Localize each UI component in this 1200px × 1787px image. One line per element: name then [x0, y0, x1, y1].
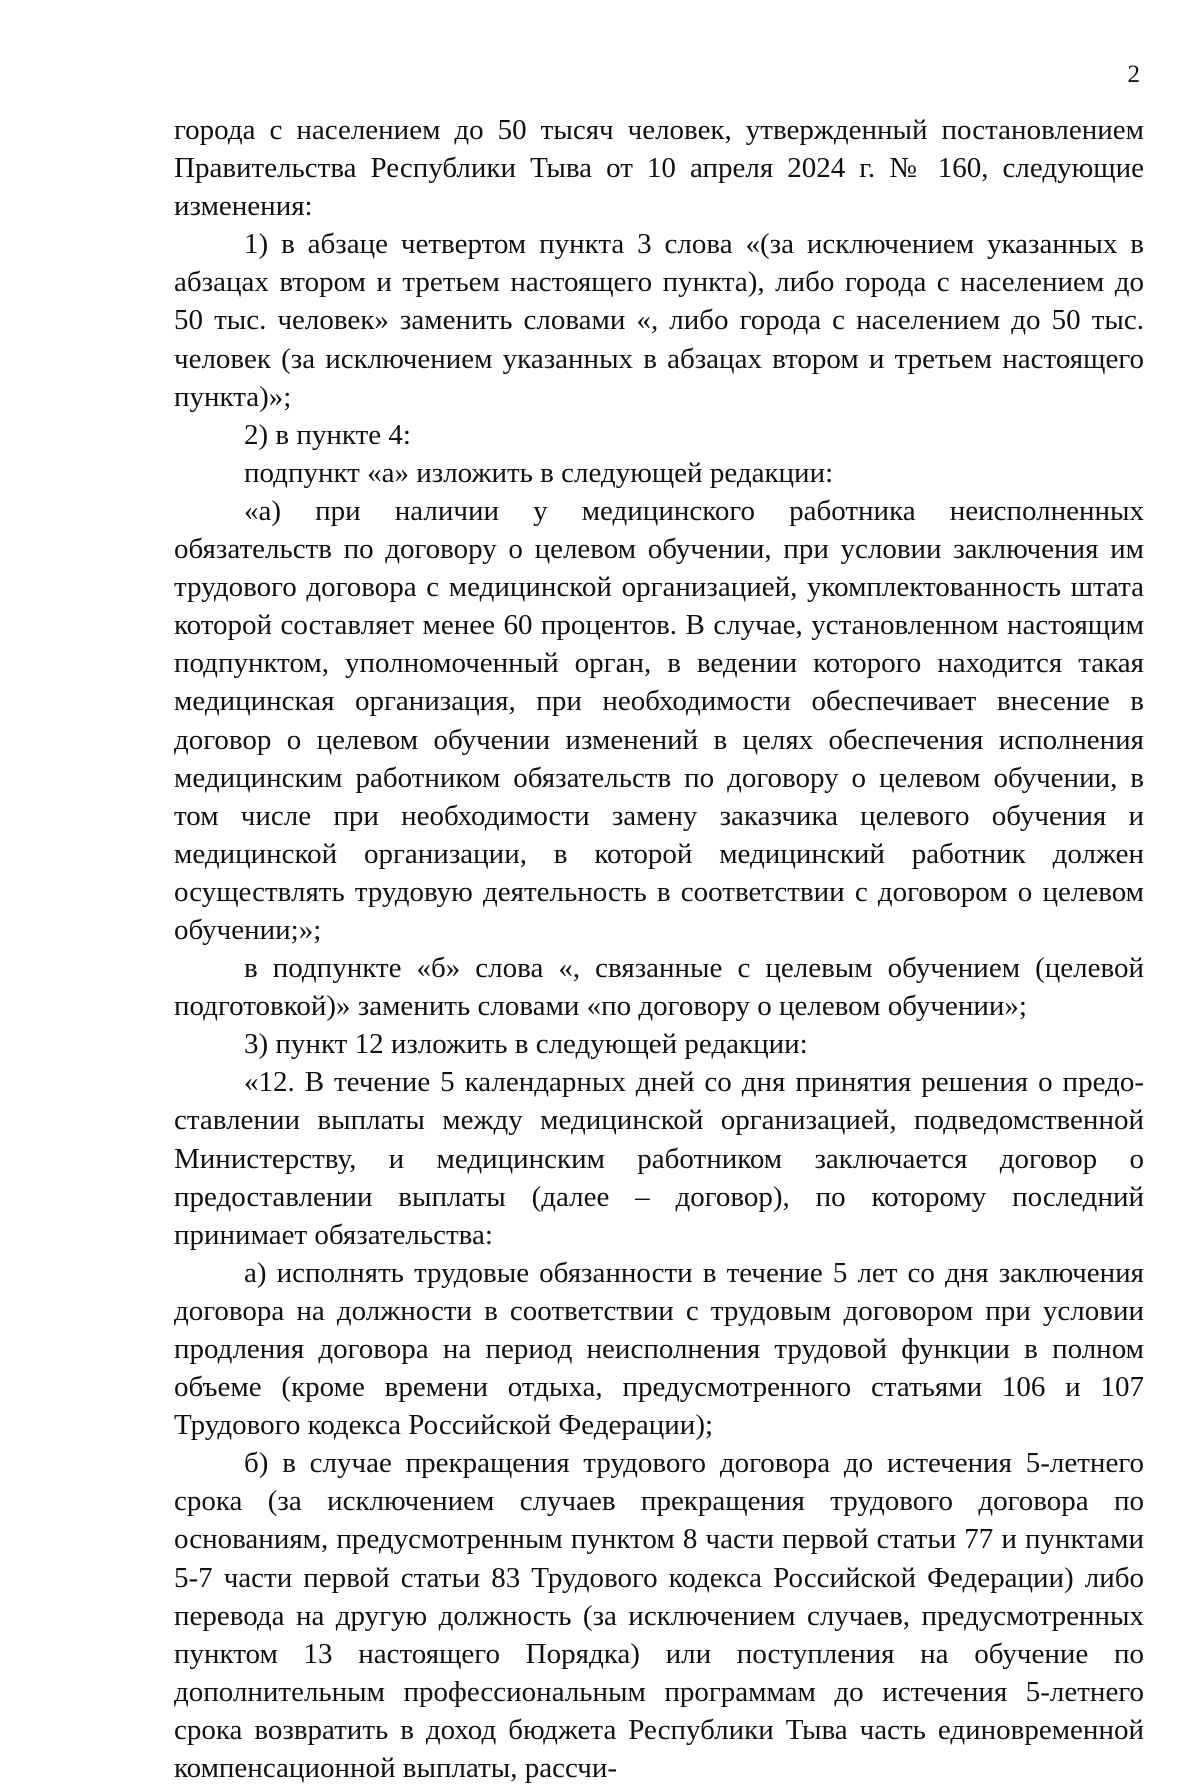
paragraph-item-2: 2) в пункте 4: — [244, 418, 411, 451]
paragraph-obligation-a: а) исполнять трудовые обязанности в течение 5 лет со дня заключения договора на должности в соответствии с трудовым договором при условии продления договора на период неисполнения трудовой функции в полном объеме (кроме времени отдыха, предусмотренного статьями 106 и 107 Трудового кодекса Российской Федерации); — [174, 1256, 1144, 1442]
paragraph-subitem-a-heading: подпункт «а» изложить в следующей редакции: — [244, 456, 834, 489]
page-number: 2 — [1127, 61, 1140, 88]
paragraph-obligation-b: б) в случае прекращения трудового договора до истечения 5-летнего срока (за исключением случаев прекращения трудового договора по основаниям, предусмотренным пунктом 8 части первой статьи 77 и пунктами 5-7 части первой статьи 83 Трудового кодекса Российской Федерации) либо перевода на другую должность (за исключением случаев, предусмотренных пунктом 13 настоящего Порядка) или поступления на обучение по дополнительным профессиональным программам до истечения 5-летнего срока возвратить в доход бюджета Республики Тыва часть единовременной компенсационной выплаты, рассчи- — [174, 1447, 1144, 1785]
paragraph-item-3: 3) пункт 12 изложить в следующей редакции: — [244, 1028, 808, 1061]
document-body — [174, 111, 1144, 1787]
paragraph-subitem-a-text: «а) при наличии у медицинского работника неисполненных обязательств по договору о целевом обучении, при условии заключения им трудового договора с медицинской организацией, укомплектованность штата которой составляет менее 60 процентов. В случае, установленном настоящим подпунктом, уполномоченный орган, в ведении которого находится такая медицинская организация, при необходимости обеспечивает внесение в договор о целевом обучении изменений в целях обеспечения исполнения медицинским работником обязательств по договору о целевом обучении, в том числе при необходимости замену заказчика целевого обучения и медицинской организации, в которой медицинский работник должен осуществлять трудовую деятельность в соответствии с договором о целевом обучении;»; — [174, 494, 1144, 946]
paragraph-intro: города с населением до 50 тысяч человек, утвержденный постановлением Правительства Республики Тыва от 10 апреля 2024 г. № 160, следующие изменения: — [174, 114, 1144, 223]
paragraph-point-12: «12. В течение 5 календарных дней со дня принятия решения о предоставлении выплаты между медицинской организацией, подведомственной Министерству, и медицинским работником заключается договор о предоставлении выплаты (далее – договор), по которому последний принимает обязательства: — [174, 1066, 1144, 1251]
paragraph-item-1: 1) в абзаце четвертом пункта 3 слова «(за исключением указанных в абзацах втором и третьем настоящего пункта), либо города с населением до 50 тыс. человек» заменить словами «, либо города с населением до 50 тыс. человек (за исключением указанных в абзацах втором и третьем настоящего пункта)»; — [174, 228, 1144, 413]
paragraph-subitem-b: в подпункте «б» слова «, связанные с целевым обучением (целевой подготовкой)» заменить словами «по договору о целевом обучении»; — [174, 952, 1144, 1023]
